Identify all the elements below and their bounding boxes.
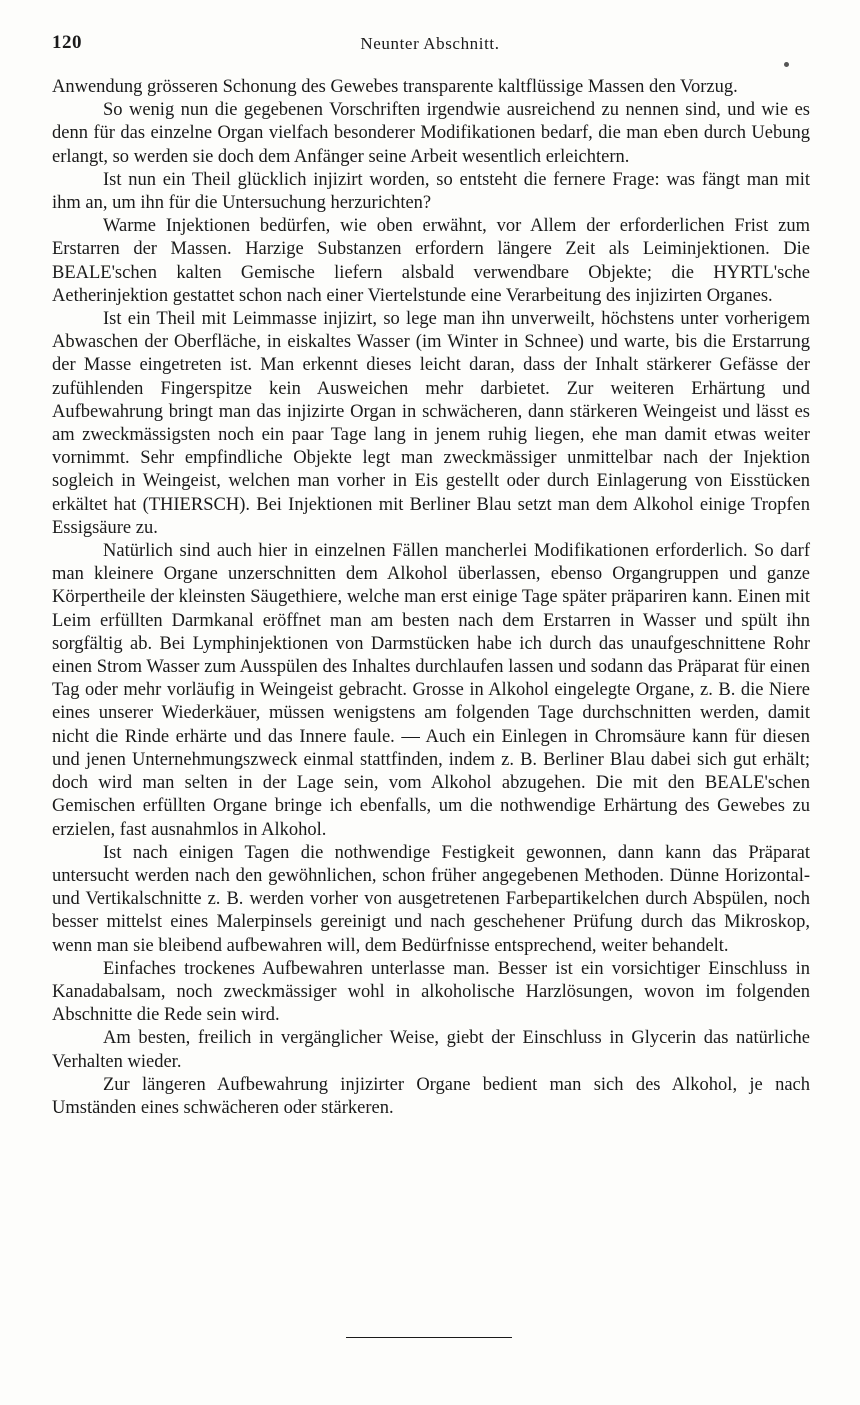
paragraph: Am besten, freilich in vergänglicher Weise, giebt der Einschluss in Glycerin das natürliche Verhalten wieder. <box>52 1028 810 1072</box>
paragraph: Einfaches trockenes Aufbewahren unterlasse man. Besser ist ein vorsichtiger Einschluss in Kanadabalsam, noch zweckmässiger wohl in alkoholische Harzlösungen, wovon im folgenden Abschnitte die Rede sein wird. <box>52 958 810 1026</box>
paragraph: Warme Injektionen bedürfen, wie oben erwähnt, vor Allem der erforderlichen Frist zum Erstarren der Massen. Harzige Substanzen erfordern längere Zeit als Leiminjektionen. Die BEALE'schen kalten Gemische liefern alsbald verwendbare Objekte; die HYRTL'sche Aetherinjektion gestattet schon nach einer Viertelstunde eine Verarbeitung des injizirten Organes. <box>52 216 810 306</box>
paragraph: Anwendung grösseren Schonung des Gewebes transparente kaltflüssige Massen den Vorzug. <box>52 77 738 97</box>
running-head: Neunter Abschnitt. <box>360 34 500 53</box>
paragraph: Ist nach einigen Tagen die nothwendige Festigkeit gewonnen, dann kann das Präparat untersucht werden nach den gewöhnlichen, schon früher angegebenen Methoden. Dünne Horizontal- und Vertikalschnitte z. B. werden vorher von ausgetretenen Farbepartikelchen durch Abspülen, noch besser mittelst eines Malerpinsels gereinigt und nach geschehener Prüfung durch das Mikroskop, wenn man sie bleibend aufbewahren will, dem Bedürfnisse entsprechend, weiter behandelt. <box>52 842 810 956</box>
section-end-rule <box>346 1337 512 1338</box>
paragraph: Ist nun ein Theil glücklich injizirt worden, so entsteht die fernere Frage: was fängt man mit ihm an, um ihn für die Untersuchung herzurichten? <box>52 169 810 214</box>
paragraph: Ist ein Theil mit Leimmasse injizirt, so lege man ihn unverweilt, höchstens unter vorherigem Abwaschen der Oberfläche, in eiskaltes Wasser (im Winter in Schnee) und warte, bis die Erstarrung der Masse eingetreten ist. Man erkennt dieses leicht daran, dass der Inhalt stärkerer Gefässe der zufühlenden Fingerspitze kein Ausweichen mehr darbietet. Zur weiteren Erhärtung und Aufbewahrung bringt man das injizirte Organ in schwächeren, dann stärkeren Weingeist und lässt es am zweckmässigsten noch ein paar Tage lang in jenem ruhig liegen, ehe man damit etwas weiter vornimmt. Sehr empfindliche Objekte legt man zweckmässiger unmittelbar nach der Injektion sogleich in Weingeist, welchen man vorher in Eis gestellt oder durch Einlagerung von Eisstücken erkältet hat (THIERSCH). Bei Injektionen mit Berliner Blau setzt man dem Alkohol einige Tropfen Essigsäure zu. <box>52 309 810 538</box>
body-text <box>52 76 810 1120</box>
paragraph: Natürlich sind auch hier in einzelnen Fällen mancherlei Modifikationen erforderlich. So darf man kleinere Organe unzerschnitten dem Alkohol überlassen, ebenso Organgruppen und ganze Körpertheile der kleinsten Säugethiere, welche man erst einige Tage später präpariren kann. Einen mit Leim erfüllten Darmkanal eröffnet man am besten nach dem Erstarren in Wasser und spült ihn sorgfältig ab. Bei Lymphinjektionen von Darmstücken habe ich durch das unaufgeschnittene Rohr einen Strom Wasser zum Ausspülen des Inhaltes durchlaufen lassen und sodann das Präparat für einen Tag oder mehr vorläufig in Weingeist gebracht. Grosse in Alkohol eingelegte Organe, z. B. die Niere eines unserer Wiederkäuer, müssen wenigstens am folgenden Tage durchschnitten werden, damit nicht die Rinde erhärte und das Innere faule. — Auch ein Einlegen in Chromsäure kann für diesen und jenen Unternehmungszweck einmal stattfinden, indem z. B. Berliner Blau dabei sich gut erhält; doch wird man selten in der Lage sein, vom Alkohol abzugehen. Die mit den BEALE'schen Gemischen erfüllten Organe bringe ich ebenfalls, um die nothwendige Erhärtung des Gewebes zu erzielen, fast ausnahmlos in Alkohol. <box>52 541 810 840</box>
page-header <box>52 32 808 56</box>
print-speck <box>784 62 789 67</box>
paragraph: Zur längeren Aufbewahrung injizirter Organe bedient man sich des Alkohol, je nach Umständen eines schwächeren oder stärkeren. <box>52 1074 810 1118</box>
page-number: 120 <box>52 32 82 53</box>
paragraph: So wenig nun die gegebenen Vorschriften irgendwie ausreichend zu nennen sind, und wie es denn für das einzelne Organ vielfach besonderer Modifikationen bedarf, die man eben durch Uebung erlangt, so werden sie doch dem Anfänger seine Arbeit wesentlich erleichtern. <box>52 100 810 167</box>
